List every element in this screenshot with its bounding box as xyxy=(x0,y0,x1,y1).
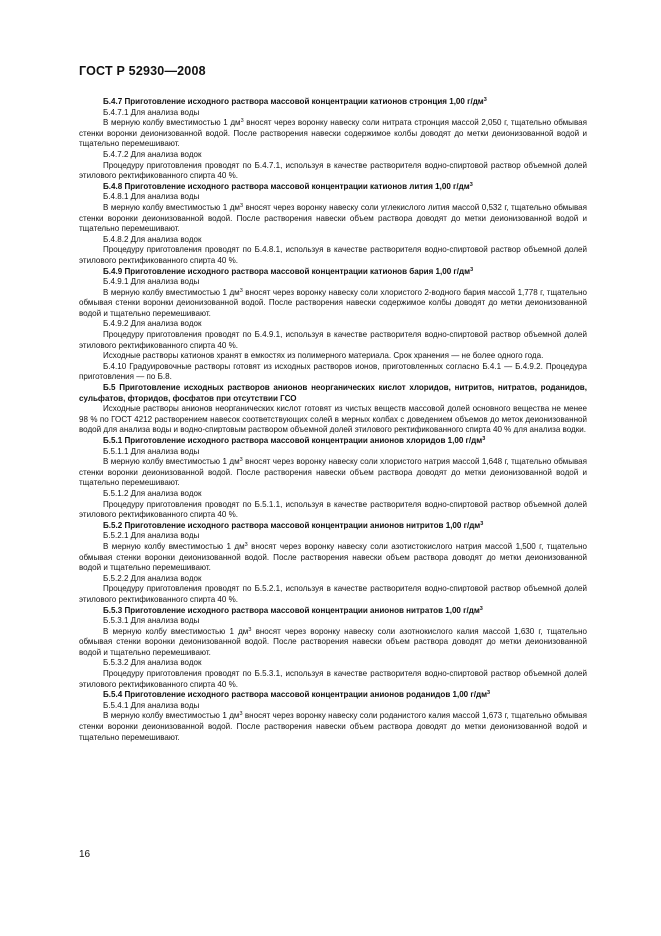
paragraph: В мерную колбу вместимостью 1 $дм^3$ вносят через воронку навеску соли азотистокислого натрия массой 1,500 г, тщательно обмывая стенки воронки деионизованной водой. После растворения навески объем раствора доводят до метки деионизованной водой и тщательно перемешивают. xyxy=(79,541,588,573)
paragraph: Б.5.3.1 Для анализа воды xyxy=(103,616,200,626)
paragraph: Б.5.4.1 Для анализа воды xyxy=(103,700,200,710)
paragraph: Процедуру приготовления проводят по Б.5.3.1, используя в качестве растворителя водно-спиртовой раствор объемной долей этилового ректификованного спирта 40 %. xyxy=(79,669,587,689)
paragraph: Процедуру приготовления проводят по Б.4.8.1, используя в качестве растворителя водно-спиртовой раствор объемной долей этилового ректификованного спирта 40 %. xyxy=(79,245,587,265)
paragraph: Б.4.10 Градуировочные растворы готовят из исходных растворов ионов, приготовленных согласно Б.4.1 — Б.4.9.2. Процедура приготовления — по Б.8. xyxy=(79,361,587,382)
section-heading: Б.5 Приготовление исходных растворов анионов неорганических кислот хлоридов, нитритов, нитратов, роданидов, сульфатов, фторидов, фосфатов при отсутствии ГСО xyxy=(79,383,587,403)
page-number: 16 xyxy=(79,849,91,860)
paragraph: Процедуру приготовления проводят по Б.4.7.1, используя в качестве растворителя водно-спиртовой раствор объемной долей этилового ректификованного спирта 40 %. xyxy=(79,160,587,181)
paragraph: Б.4.9.2 Для анализа водок xyxy=(103,319,202,329)
page-header-title: ГОСТ Р 52930—2008 xyxy=(79,64,206,78)
document-body xyxy=(79,97,587,743)
paragraph: Исходные растворы катионов хранят в емкостях из полимерного материала. Срок хранения — не более одного года. xyxy=(103,351,544,361)
paragraph: Б.4.7.2 Для анализа водок xyxy=(103,149,202,159)
paragraph: Б.5.1.1 Для анализа воды xyxy=(103,446,200,456)
section-heading: Б.4.8 Приготовление исходного раствора массовой концентрации катионов лития 1,00 $г/дм^3$ xyxy=(103,181,473,191)
paragraph: Б.4.8.2 Для анализа водок xyxy=(103,234,202,244)
paragraph: В мерную колбу вместимостью 1 $дм^3$ вносят через воронку навеску соли углекислого лития массой 0,532 г, тщательно обмывая стенки воронки деионизованной водой. После растворения навески объем раствора доводят до метки деионизованной водой и тщательно перемешивают. xyxy=(79,202,588,234)
paragraph: Процедуру приготовления проводят по Б.4.9.1, используя в качестве растворителя водно-спиртовой раствор объемной долей этилового ректификованного спирта 40 %. xyxy=(79,330,587,350)
paragraph: Б.4.7.1 Для анализа воды xyxy=(103,107,200,117)
paragraph: В мерную колбу вместимостью 1 $дм^3$ вносят через воронку навеску соли азотнокислого калия массой 1,630 г, тщательно обмывая стенки воронки деионизованной водой. После растворения навески объем раствора доводят до метки деионизованной водой и тщательно перемешивают. xyxy=(79,626,587,657)
section-heading: Б.4.9 Приготовление исходного раствора массовой концентрации катионов бария 1,00 $г/дм^3$ xyxy=(103,266,474,276)
section-heading: Б.5.2 Приготовление исходного раствора массовой концентрации анионов нитритов 1,00 $г/дм^3$ xyxy=(103,520,484,530)
paragraph: В мерную колбу вместимостью 1 $дм^3$ вносят через воронку навеску соли роданистого калия массой 1,673 г, тщательно обмывая стенки воронки деионизованной водой. После растворения навески объем раствора доводят до метки деионизованной водой и тщательно перемешивают. xyxy=(79,711,587,742)
paragraph: Б.4.9.1 Для анализа воды xyxy=(103,277,200,287)
section-heading: Б.5.4 Приготовление исходного раствора массовой концентрации анионов роданидов 1,00 $г/дм^3$ xyxy=(103,690,491,700)
paragraph: Б.4.8.1 Для анализа воды xyxy=(103,192,200,202)
paragraph: Процедуру приготовления проводят по Б.5.1.1, используя в качестве растворителя водно-спиртовой раствор объемной долей этилового ректификованного спирта 40 %. xyxy=(79,499,587,520)
paragraph: В мерную колбу вместимостью 1 $дм^3$ вносят через воронку навеску соли нитрата стронция массой 2,050 г, тщательно обмывая стенки воронки деионизованной водой. После растворения навески содержимое колбы доводят до метки деионизованной водой и тщательно перемешивают. xyxy=(79,118,587,149)
paragraph: Б.5.3.2 Для анализа водок xyxy=(103,658,202,668)
paragraph: Б.5.2.1 Для анализа воды xyxy=(103,531,200,541)
section-heading: Б.4.7 Приготовление исходного раствора массовой концентрации катионов стронция 1,00 $г/дм^3$ xyxy=(103,97,487,106)
section-heading: Б.5.3 Приготовление исходного раствора массовой концентрации анионов нитратов 1,00 $г/дм^3$ xyxy=(103,605,483,615)
paragraph: В мерную колбу вместимостью 1 $дм^3$ вносят через воронку навеску соли хлористого натрия массой 1,648 г, тщательно обмывая стенки воронки деионизованной водой. После растворения навески объем раствора доводят до метки деионизованной водой и тщательно перемешивают. xyxy=(79,457,587,488)
paragraph: Б.5.2.2 Для анализа водок xyxy=(103,573,202,583)
paragraph: Процедуру приготовления проводят по Б.5.2.1, используя в качестве растворителя водно-спиртовой раствор объемной долей этилового ректификованного спирта 40 %. xyxy=(79,584,587,604)
section-heading: Б.5.1 Приготовление исходного раствора массовой концентрации анионов хлоридов 1,00 $г/дм^3$ xyxy=(103,436,486,445)
paragraph: Исходные растворы анионов неорганических кислот готовят из чистых веществ массовой долей основного вещества не менее 98 % по ГОСТ 4212 растворением навесок соответствующих солей в мерных колбах с доведением объемов до меток деионизованной водой для анализа воды и водно-спиртовым раствором объемной долей этилового ректификованного спирта 40 % для анализа водки. xyxy=(79,404,587,435)
paragraph: В мерную колбу вместимостью 1 $дм^3$ вносят через воронку навеску соли хлористого 2-водного бария массой 1,778 г, тщательно обмывая стенки воронки деионизованной водой. После растворения навески содержимое колбы доводят до метки деионизованной водой и тщательно перемешивают. xyxy=(79,287,587,318)
paragraph: Б.5.1.2 Для анализа водок xyxy=(103,488,202,498)
